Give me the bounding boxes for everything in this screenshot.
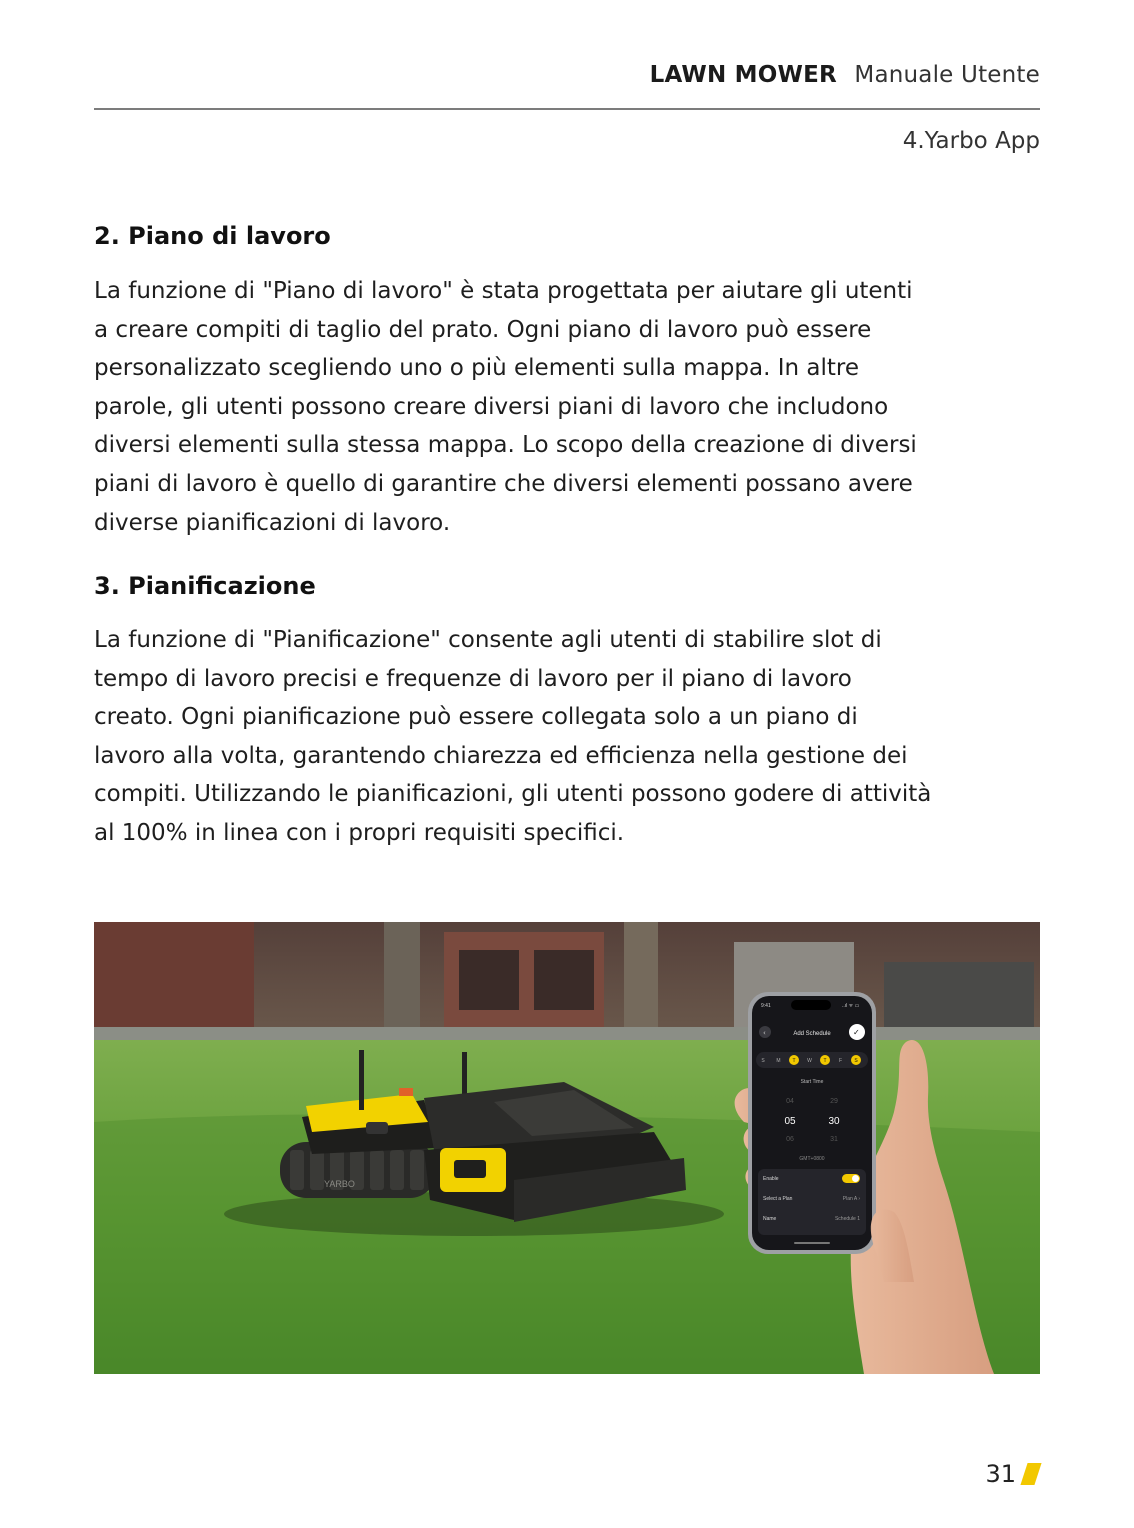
text-line: La funzione di "Piano di lavoro" è stata progettata per aiutare gli utenti <box>94 278 913 304</box>
text-line: personalizzato scegliendo uno o più elementi sulla mappa. In altre <box>94 355 859 382</box>
product-photo <box>94 922 1040 1374</box>
toggle-knob <box>852 1175 859 1182</box>
day-chip-label: M <box>776 1058 781 1064</box>
screen-title: Add Schedule <box>793 1031 831 1037</box>
minute-prev: 29 <box>830 1098 838 1105</box>
section-title-pianificazione: 3. Pianificazione <box>94 572 316 600</box>
day-chip-label: T <box>823 1058 827 1064</box>
day-chip-label: S <box>761 1058 765 1064</box>
chapter-label: 4.Yarbo App <box>902 128 1040 154</box>
smartphone <box>748 992 876 1254</box>
text-line: creato. Ogni pianificazione può essere collegata solo a un piano di <box>94 704 858 731</box>
minute-picker[interactable]: 30 <box>828 1116 840 1127</box>
section-title-piano: 2. Piano di lavoro <box>94 222 331 250</box>
text-line: diversi elementi sulla stessa mappa. Lo scopo della creazione di diversi <box>94 432 917 459</box>
mower-brand-label: YARBO <box>324 1179 355 1189</box>
text-line: parole, gli utenti possono creare diversi piani di lavoro che includono <box>94 393 889 420</box>
section-body-pianificazione <box>94 621 1040 853</box>
day-chip-label: W <box>807 1058 812 1064</box>
plan-value[interactable]: Plan A › <box>842 1196 860 1202</box>
text-line: piani di lavoro è quello di garantire che diversi elementi possano avere <box>94 470 913 497</box>
name-label: Name <box>763 1216 777 1222</box>
plan-label: Select a Plan <box>763 1196 793 1202</box>
hour-prev: 04 <box>786 1098 794 1105</box>
hour-next: 06 <box>786 1136 794 1143</box>
text-line: compiti. Utilizzando le pianificazioni, gli utenti possono godere di attività <box>94 781 932 808</box>
text-line: diverse pianificazioni di lavoro. <box>94 509 451 536</box>
minute-next: 31 <box>830 1136 838 1143</box>
day-selector <box>756 1052 868 1068</box>
header-brand: LAWN MOWER <box>649 62 837 88</box>
day-chip-label: S <box>854 1058 858 1064</box>
status-time: 9:41 <box>761 1003 771 1009</box>
section-body-piano <box>94 272 1040 542</box>
check-icon: ✓ <box>853 1028 860 1037</box>
timezone-label: GMT+0800 <box>799 1156 825 1162</box>
text-line: lavoro alla volta, garantendo chiarezza ed efficienza nella gestione dei <box>94 742 908 769</box>
text-line: a creare compiti di taglio del prato. Ogni piano di lavoro può essere <box>94 316 872 343</box>
header-divider <box>94 108 1040 110</box>
text-line: tempo di lavoro precisi e frequenze di lavoro per il piano di lavoro <box>94 665 852 692</box>
page-accent-mark <box>1020 1463 1041 1485</box>
day-chip-label: F <box>838 1058 843 1064</box>
name-value[interactable]: Schedule 1 <box>834 1216 860 1222</box>
text-line: al 100% in linea con i propri requisiti specifici. <box>94 819 625 846</box>
home-indicator <box>794 1242 830 1244</box>
header-title: Manuale Utente <box>854 62 1040 88</box>
page-number: 31 <box>985 1460 1016 1488</box>
day-chip-label: T <box>792 1058 796 1064</box>
status-signal: ..ıl ᯤ ▭ <box>842 1003 860 1009</box>
enable-label: Enable <box>763 1176 779 1182</box>
page-header <box>650 62 1040 88</box>
start-time-label: Start Time <box>800 1079 824 1085</box>
chevron-left-icon: ‹ <box>763 1029 766 1037</box>
text-line: La funzione di "Pianificazione" consente agli utenti di stabilire slot di <box>94 627 882 653</box>
hour-picker[interactable]: 05 <box>784 1116 796 1127</box>
